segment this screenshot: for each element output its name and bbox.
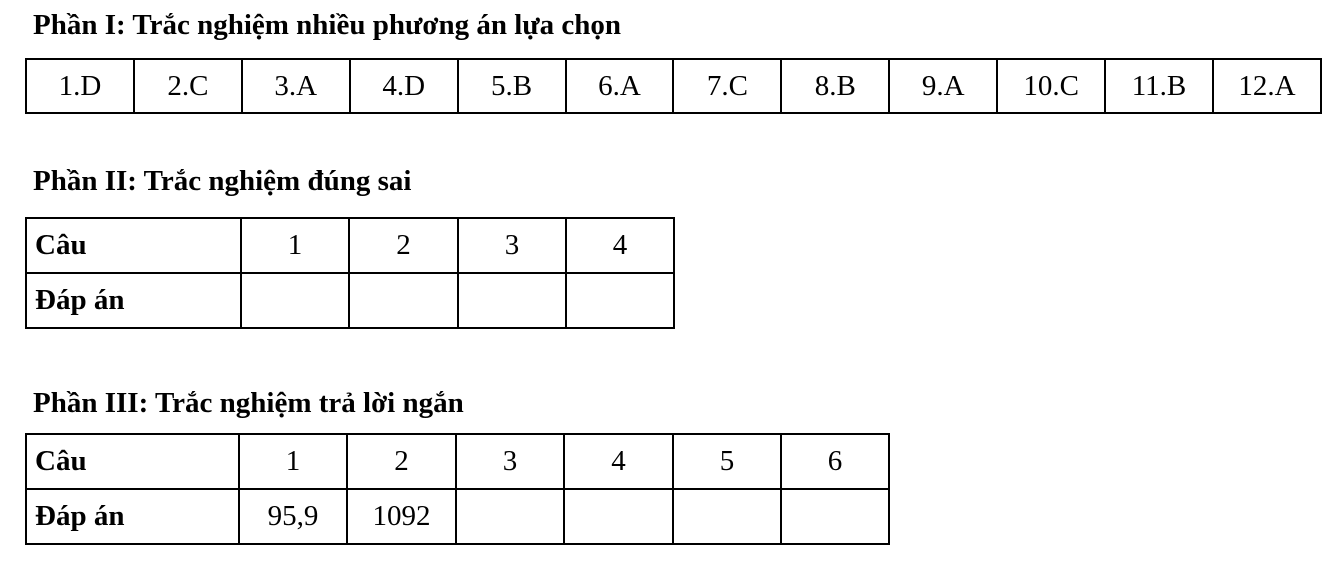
answer-cell [566, 273, 674, 328]
answer-cell: 12.A [1213, 59, 1321, 113]
question-number-cell: 6 [781, 434, 889, 489]
part2-title: Phần II: Trắc nghiệm đúng sai [33, 165, 412, 197]
part2-question-row [26, 218, 674, 273]
question-number-cell: 2 [349, 218, 458, 273]
answer-cell: 10.C [997, 59, 1105, 113]
answer-cell [781, 489, 889, 544]
answer-cell: 3.A [242, 59, 350, 113]
part3-answer-table [25, 433, 890, 545]
answer-cell [564, 489, 673, 544]
part3-question-row [26, 434, 889, 489]
question-row-label: Câu [26, 434, 239, 489]
answer-cell [456, 489, 564, 544]
part3-title: Phần III: Trắc nghiệm trả lời ngắn [33, 387, 464, 419]
question-number-cell: 1 [241, 218, 349, 273]
answer-cell: 95,9 [239, 489, 347, 544]
answer-cell [673, 489, 781, 544]
answer-cell [241, 273, 349, 328]
answer-cell: 1092 [347, 489, 456, 544]
answer-row-label: Đáp án [26, 489, 239, 544]
answer-cell: 4.D [350, 59, 458, 113]
answer-cell: 5.B [458, 59, 566, 113]
answer-row-label: Đáp án [26, 273, 241, 328]
question-number-cell: 3 [456, 434, 564, 489]
question-number-cell: 4 [566, 218, 674, 273]
part2-answer-table [25, 217, 675, 329]
question-number-cell: 3 [458, 218, 566, 273]
answer-cell: 1.D [26, 59, 134, 113]
question-number-cell: 2 [347, 434, 456, 489]
question-number-cell: 5 [673, 434, 781, 489]
answer-cell: 8.B [781, 59, 889, 113]
question-number-cell: 1 [239, 434, 347, 489]
question-row-label: Câu [26, 218, 241, 273]
part2-answer-row [26, 273, 674, 328]
question-number-cell: 4 [564, 434, 673, 489]
answer-cell [458, 273, 566, 328]
answer-cell [349, 273, 458, 328]
answer-cell: 7.C [673, 59, 781, 113]
answer-cell: 6.A [566, 59, 674, 113]
answer-cell: 9.A [889, 59, 997, 113]
part1-title: Phần I: Trắc nghiệm nhiều phương án lựa chọn [33, 9, 622, 41]
part1-answer-row [26, 59, 1321, 113]
part1-answer-table [25, 58, 1322, 114]
part3-answer-row [26, 489, 889, 544]
answer-cell: 2.C [134, 59, 242, 113]
answer-cell: 11.B [1105, 59, 1213, 113]
